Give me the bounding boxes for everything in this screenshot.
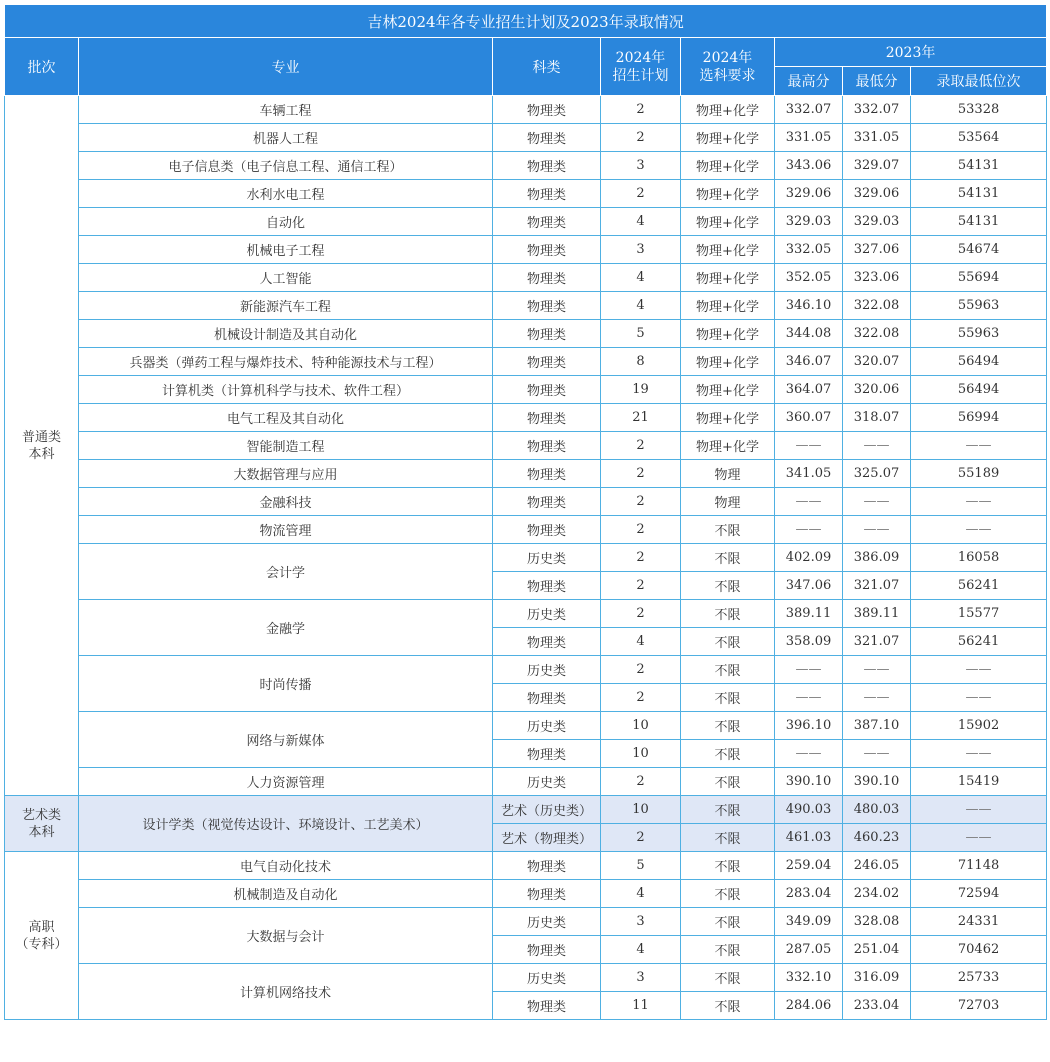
- table-row: [5, 404, 1047, 432]
- min-score-cell: 251.04: [843, 936, 911, 964]
- min-rank-cell: 53564: [911, 124, 1047, 152]
- max-score-cell: 352.05: [775, 264, 843, 292]
- min-rank-cell: 56241: [911, 572, 1047, 600]
- requirement-cell: 不限: [681, 600, 775, 628]
- max-score-cell: 343.06: [775, 152, 843, 180]
- max-score-cell: ——: [775, 432, 843, 460]
- category-cell: 物理类: [493, 264, 601, 292]
- category-cell: 物理类: [493, 880, 601, 908]
- min-rank-cell: 71148: [911, 852, 1047, 880]
- requirement-cell: 不限: [681, 768, 775, 796]
- min-rank-cell: 24331: [911, 908, 1047, 936]
- min-rank-cell: 72703: [911, 992, 1047, 1020]
- max-score-cell: ——: [775, 516, 843, 544]
- min-score-cell: ——: [843, 516, 911, 544]
- min-rank-cell: 56494: [911, 376, 1047, 404]
- min-rank-cell: 16058: [911, 544, 1047, 572]
- max-score-cell: 341.05: [775, 460, 843, 488]
- requirement-cell: 不限: [681, 572, 775, 600]
- major-cell: 物流管理: [79, 516, 493, 544]
- min-rank-cell: 54131: [911, 180, 1047, 208]
- requirement-cell: 不限: [681, 824, 775, 852]
- max-score-cell: ——: [775, 656, 843, 684]
- batch-line1: 高职: [28, 919, 55, 935]
- batch-cell: [5, 96, 79, 796]
- min-score-cell: 329.07: [843, 152, 911, 180]
- category-cell: 物理类: [493, 404, 601, 432]
- plan-cell: 5: [601, 852, 681, 880]
- category-cell: 历史类: [493, 600, 601, 628]
- plan-cell: 8: [601, 348, 681, 376]
- min-rank-cell: 15577: [911, 600, 1047, 628]
- max-score-cell: ——: [775, 684, 843, 712]
- min-rank-cell: 72594: [911, 880, 1047, 908]
- requirement-cell: 不限: [681, 880, 775, 908]
- major-cell: 人工智能: [79, 264, 493, 292]
- min-rank-cell: 56994: [911, 404, 1047, 432]
- header-requirement: [681, 38, 775, 96]
- header-major: 专业: [79, 38, 493, 96]
- max-score-cell: 389.11: [775, 600, 843, 628]
- major-cell: 机械设计制造及其自动化: [79, 320, 493, 348]
- requirement-cell: 不限: [681, 516, 775, 544]
- requirement-cell: 物理: [681, 488, 775, 516]
- max-score-cell: 346.07: [775, 348, 843, 376]
- requirement-cell: 不限: [681, 544, 775, 572]
- requirement-cell: 不限: [681, 796, 775, 824]
- min-score-cell: ——: [843, 656, 911, 684]
- min-score-cell: 246.05: [843, 852, 911, 880]
- min-score-cell: 320.07: [843, 348, 911, 376]
- category-cell: 历史类: [493, 768, 601, 796]
- plan-cell: 2: [601, 96, 681, 124]
- table-row: [5, 292, 1047, 320]
- header-min-score: 最低分: [843, 67, 911, 96]
- major-cell: 水利水电工程: [79, 180, 493, 208]
- category-cell: 物理类: [493, 628, 601, 656]
- major-cell: 机械电子工程: [79, 236, 493, 264]
- table-row: [5, 348, 1047, 376]
- plan-cell: 21: [601, 404, 681, 432]
- category-cell: 物理类: [493, 488, 601, 516]
- max-score-cell: 364.07: [775, 376, 843, 404]
- category-cell: 物理类: [493, 96, 601, 124]
- plan-cell: 10: [601, 740, 681, 768]
- category-cell: 物理类: [493, 460, 601, 488]
- max-score-cell: 287.05: [775, 936, 843, 964]
- min-rank-cell: 70462: [911, 936, 1047, 964]
- table-row: [5, 488, 1047, 516]
- table-row: [5, 208, 1047, 236]
- min-score-cell: 386.09: [843, 544, 911, 572]
- category-cell: 历史类: [493, 656, 601, 684]
- requirement-cell: 物理+化学: [681, 236, 775, 264]
- header-plan-line1: 2024年: [615, 49, 666, 66]
- requirement-cell: 物理+化学: [681, 96, 775, 124]
- major-cell: 电气工程及其自动化: [79, 404, 493, 432]
- max-score-cell: 358.09: [775, 628, 843, 656]
- table-row: [5, 544, 1047, 572]
- requirement-cell: 物理+化学: [681, 404, 775, 432]
- major-cell: 人力资源管理: [79, 768, 493, 796]
- plan-cell: 3: [601, 152, 681, 180]
- table-row: [5, 124, 1047, 152]
- plan-cell: 4: [601, 264, 681, 292]
- requirement-cell: 不限: [681, 852, 775, 880]
- min-score-cell: ——: [843, 488, 911, 516]
- max-score-cell: ——: [775, 740, 843, 768]
- category-cell: 物理类: [493, 572, 601, 600]
- min-rank-cell: ——: [911, 488, 1047, 516]
- requirement-cell: 物理+化学: [681, 152, 775, 180]
- table-row: [5, 656, 1047, 684]
- requirement-cell: 不限: [681, 684, 775, 712]
- major-cell: 兵器类（弹药工程与爆炸技术、特种能源技术与工程）: [79, 348, 493, 376]
- plan-cell: 2: [601, 124, 681, 152]
- requirement-cell: 不限: [681, 656, 775, 684]
- category-cell: 物理类: [493, 852, 601, 880]
- min-rank-cell: 25733: [911, 964, 1047, 992]
- max-score-cell: 461.03: [775, 824, 843, 852]
- min-rank-cell: 54674: [911, 236, 1047, 264]
- plan-cell: 10: [601, 796, 681, 824]
- table-row: [5, 600, 1047, 628]
- major-cell: 时尚传播: [79, 656, 493, 712]
- max-score-cell: 402.09: [775, 544, 843, 572]
- major-cell: 金融学: [79, 600, 493, 656]
- table-row: [5, 152, 1047, 180]
- requirement-cell: 不限: [681, 992, 775, 1020]
- table-row: [5, 376, 1047, 404]
- table-row: [5, 320, 1047, 348]
- header-batch: 批次: [5, 38, 79, 96]
- category-cell: 物理类: [493, 236, 601, 264]
- max-score-cell: 329.03: [775, 208, 843, 236]
- table-row: [5, 460, 1047, 488]
- plan-cell: 3: [601, 964, 681, 992]
- header-category: 科类: [493, 38, 601, 96]
- table-row: [5, 180, 1047, 208]
- major-cell: 智能制造工程: [79, 432, 493, 460]
- plan-cell: 4: [601, 208, 681, 236]
- min-score-cell: 460.23: [843, 824, 911, 852]
- table-body: [5, 96, 1047, 1020]
- max-score-cell: 259.04: [775, 852, 843, 880]
- min-rank-cell: 55963: [911, 292, 1047, 320]
- category-cell: 物理类: [493, 124, 601, 152]
- min-rank-cell: 55963: [911, 320, 1047, 348]
- category-cell: 物理类: [493, 992, 601, 1020]
- category-cell: 物理类: [493, 180, 601, 208]
- batch-line2: （专科）: [15, 936, 68, 952]
- batch-line2: 本科: [28, 824, 55, 840]
- requirement-cell: 不限: [681, 936, 775, 964]
- table-row: [5, 880, 1047, 908]
- category-cell: 物理类: [493, 208, 601, 236]
- plan-cell: 2: [601, 544, 681, 572]
- plan-cell: 2: [601, 488, 681, 516]
- category-cell: 物理类: [493, 684, 601, 712]
- max-score-cell: 347.06: [775, 572, 843, 600]
- max-score-cell: 344.08: [775, 320, 843, 348]
- table-row: [5, 796, 1047, 824]
- table-row: [5, 712, 1047, 740]
- requirement-cell: 物理+化学: [681, 292, 775, 320]
- min-rank-cell: ——: [911, 684, 1047, 712]
- header-plan: [601, 38, 681, 96]
- min-rank-cell: ——: [911, 516, 1047, 544]
- min-rank-cell: 53328: [911, 96, 1047, 124]
- min-score-cell: 332.07: [843, 96, 911, 124]
- plan-cell: 2: [601, 460, 681, 488]
- major-cell: 大数据与会计: [79, 908, 493, 964]
- header-min-rank: 录取最低位次: [911, 67, 1047, 96]
- plan-cell: 2: [601, 180, 681, 208]
- requirement-cell: 不限: [681, 628, 775, 656]
- category-cell: 历史类: [493, 908, 601, 936]
- plan-cell: 10: [601, 712, 681, 740]
- min-score-cell: ——: [843, 684, 911, 712]
- category-cell: 物理类: [493, 348, 601, 376]
- min-score-cell: 322.08: [843, 320, 911, 348]
- min-rank-cell: ——: [911, 432, 1047, 460]
- table-row: [5, 908, 1047, 936]
- min-rank-cell: ——: [911, 740, 1047, 768]
- table-row: [5, 236, 1047, 264]
- major-cell: 计算机类（计算机科学与技术、软件工程）: [79, 376, 493, 404]
- category-cell: 物理类: [493, 432, 601, 460]
- category-cell: 历史类: [493, 712, 601, 740]
- major-cell: 金融科技: [79, 488, 493, 516]
- admission-table: [4, 4, 1047, 1020]
- plan-cell: 2: [601, 824, 681, 852]
- major-cell: 会计学: [79, 544, 493, 600]
- major-cell: 电子信息类（电子信息工程、通信工程）: [79, 152, 493, 180]
- min-score-cell: 329.03: [843, 208, 911, 236]
- max-score-cell: 283.04: [775, 880, 843, 908]
- min-score-cell: 390.10: [843, 768, 911, 796]
- max-score-cell: 332.10: [775, 964, 843, 992]
- category-cell: 物理类: [493, 320, 601, 348]
- category-cell: 艺术（物理类）: [493, 824, 601, 852]
- min-rank-cell: 55189: [911, 460, 1047, 488]
- table-row: [5, 852, 1047, 880]
- min-score-cell: 318.07: [843, 404, 911, 432]
- batch-cell: [5, 852, 79, 1020]
- min-rank-cell: 55694: [911, 264, 1047, 292]
- category-cell: 物理类: [493, 376, 601, 404]
- min-score-cell: 331.05: [843, 124, 911, 152]
- max-score-cell: 331.05: [775, 124, 843, 152]
- max-score-cell: 332.07: [775, 96, 843, 124]
- category-cell: 物理类: [493, 292, 601, 320]
- min-score-cell: 328.08: [843, 908, 911, 936]
- category-cell: 物理类: [493, 936, 601, 964]
- plan-cell: 2: [601, 656, 681, 684]
- major-cell: 设计学类（视觉传达设计、环境设计、工艺美术）: [79, 796, 493, 852]
- plan-cell: 2: [601, 432, 681, 460]
- plan-cell: 4: [601, 292, 681, 320]
- plan-cell: 2: [601, 768, 681, 796]
- min-score-cell: ——: [843, 432, 911, 460]
- plan-cell: 2: [601, 600, 681, 628]
- category-cell: 物理类: [493, 516, 601, 544]
- requirement-cell: 物理+化学: [681, 320, 775, 348]
- min-score-cell: 325.07: [843, 460, 911, 488]
- major-cell: 大数据管理与应用: [79, 460, 493, 488]
- min-score-cell: 327.06: [843, 236, 911, 264]
- min-rank-cell: ——: [911, 824, 1047, 852]
- requirement-cell: 物理+化学: [681, 180, 775, 208]
- min-score-cell: 322.08: [843, 292, 911, 320]
- requirement-cell: 不限: [681, 908, 775, 936]
- max-score-cell: 390.10: [775, 768, 843, 796]
- plan-cell: 4: [601, 936, 681, 964]
- max-score-cell: ——: [775, 488, 843, 516]
- requirement-cell: 物理+化学: [681, 264, 775, 292]
- requirement-cell: 不限: [681, 740, 775, 768]
- header-req-line2: 选科要求: [699, 67, 756, 84]
- table-title: 吉林2024年各专业招生计划及2023年录取情况: [5, 5, 1047, 38]
- min-rank-cell: 56494: [911, 348, 1047, 376]
- major-cell: 计算机网络技术: [79, 964, 493, 1020]
- header-year-2023: 2023年: [775, 38, 1047, 67]
- requirement-cell: 不限: [681, 712, 775, 740]
- major-cell: 车辆工程: [79, 96, 493, 124]
- plan-cell: 5: [601, 320, 681, 348]
- requirement-cell: 不限: [681, 964, 775, 992]
- min-score-cell: 234.02: [843, 880, 911, 908]
- min-score-cell: 316.09: [843, 964, 911, 992]
- min-score-cell: 387.10: [843, 712, 911, 740]
- plan-cell: 3: [601, 236, 681, 264]
- requirement-cell: 物理: [681, 460, 775, 488]
- max-score-cell: 329.06: [775, 180, 843, 208]
- plan-cell: 2: [601, 572, 681, 600]
- plan-cell: 3: [601, 908, 681, 936]
- category-cell: 历史类: [493, 964, 601, 992]
- plan-cell: 19: [601, 376, 681, 404]
- max-score-cell: 346.10: [775, 292, 843, 320]
- max-score-cell: 332.05: [775, 236, 843, 264]
- batch-cell: [5, 796, 79, 852]
- min-rank-cell: 15419: [911, 768, 1047, 796]
- major-cell: 电气自动化技术: [79, 852, 493, 880]
- min-score-cell: 233.04: [843, 992, 911, 1020]
- min-rank-cell: 54131: [911, 208, 1047, 236]
- table-row: [5, 432, 1047, 460]
- category-cell: 物理类: [493, 152, 601, 180]
- requirement-cell: 物理+化学: [681, 124, 775, 152]
- header-plan-line2: 招生计划: [612, 67, 669, 84]
- min-rank-cell: 15902: [911, 712, 1047, 740]
- min-rank-cell: 56241: [911, 628, 1047, 656]
- plan-cell: 11: [601, 992, 681, 1020]
- table-row: [5, 964, 1047, 992]
- major-cell: 机械制造及自动化: [79, 880, 493, 908]
- min-score-cell: 323.06: [843, 264, 911, 292]
- requirement-cell: 物理+化学: [681, 348, 775, 376]
- min-rank-cell: 54131: [911, 152, 1047, 180]
- min-score-cell: 320.06: [843, 376, 911, 404]
- table-row: [5, 264, 1047, 292]
- requirement-cell: 物理+化学: [681, 376, 775, 404]
- major-cell: 新能源汽车工程: [79, 292, 493, 320]
- min-rank-cell: ——: [911, 656, 1047, 684]
- batch-line1: 普通类: [21, 429, 61, 445]
- min-score-cell: 389.11: [843, 600, 911, 628]
- min-score-cell: 480.03: [843, 796, 911, 824]
- category-cell: 历史类: [493, 544, 601, 572]
- plan-cell: 2: [601, 516, 681, 544]
- batch-line2: 本科: [28, 446, 55, 462]
- category-cell: 物理类: [493, 740, 601, 768]
- batch-line1: 艺术类: [21, 807, 61, 823]
- min-score-cell: 329.06: [843, 180, 911, 208]
- plan-cell: 4: [601, 628, 681, 656]
- category-cell: 艺术（历史类）: [493, 796, 601, 824]
- max-score-cell: 284.06: [775, 992, 843, 1020]
- plan-cell: 2: [601, 684, 681, 712]
- major-cell: 机器人工程: [79, 124, 493, 152]
- major-cell: 网络与新媒体: [79, 712, 493, 768]
- major-cell: 自动化: [79, 208, 493, 236]
- max-score-cell: 349.09: [775, 908, 843, 936]
- min-score-cell: 321.07: [843, 572, 911, 600]
- requirement-cell: 物理+化学: [681, 432, 775, 460]
- header-req-line1: 2024年: [702, 49, 753, 66]
- min-score-cell: 321.07: [843, 628, 911, 656]
- table-row: [5, 516, 1047, 544]
- max-score-cell: 490.03: [775, 796, 843, 824]
- max-score-cell: 360.07: [775, 404, 843, 432]
- table-row: [5, 768, 1047, 796]
- min-rank-cell: ——: [911, 796, 1047, 824]
- table-row: [5, 96, 1047, 124]
- header-max-score: 最高分: [775, 67, 843, 96]
- min-score-cell: ——: [843, 740, 911, 768]
- requirement-cell: 物理+化学: [681, 208, 775, 236]
- plan-cell: 4: [601, 880, 681, 908]
- max-score-cell: 396.10: [775, 712, 843, 740]
